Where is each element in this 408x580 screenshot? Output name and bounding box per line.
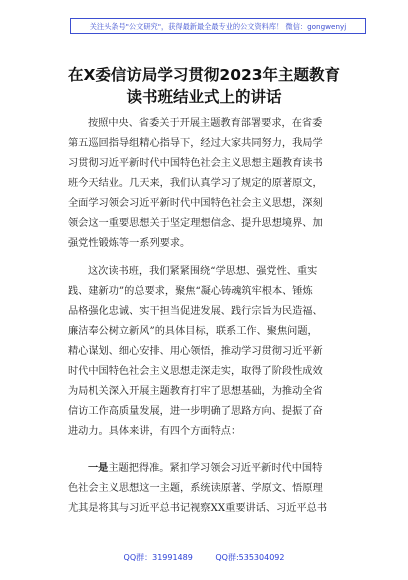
text-line: 色社会主义思想这一主题，系统读原著、学原文、悟原理: [68, 483, 323, 494]
text-line: 进动力。具体来讲，有四个方面特点：: [68, 426, 242, 437]
qq-group-2: QQ群:535304092: [215, 553, 285, 562]
document-title-line-1: 在X委信访局学习贯彻2023年主题教育: [67, 66, 341, 84]
paragraph-3: [68, 458, 348, 519]
paragraph-lead: 一是: [88, 462, 109, 474]
text-line: 领会这一重要思想关于坚定理想信念、提升思想境界、加: [68, 218, 323, 229]
paragraph-1: [68, 114, 348, 254]
text-line: 践、建新功”的总要求，聚焦“凝心铸魂筑牢根本、锤炼: [68, 286, 313, 297]
text-line: 按照中央、省委关于开展主题教育部署要求，在省委: [88, 118, 323, 129]
text-line: 第五巡回指导组精心指导下，经过大家共同努力，我局学: [68, 138, 323, 149]
text-line: 信访工作高质量发展，进一步明确了思路方向、提振了奋: [68, 406, 323, 417]
text-line: 品格强化忠诚、实干担当促进发展、践行宗旨为民造福、: [68, 306, 323, 317]
top-banner: [0, 0, 408, 48]
text-line: 廉洁奉公树立新风”的具体目标，联系工作、聚焦问题，: [68, 326, 318, 337]
text-line: 习贯彻习近平新时代中国特色社会主义思想主题教育读书: [68, 158, 323, 169]
text-line-content: 主题把得准。紧扣学习领会习近平新时代中国特: [108, 463, 323, 474]
text-line: 时代中国特色社会主义思想走深走实，取得了阶段性成效: [68, 366, 323, 377]
document-title-line-2: 读书班结业式上的讲话: [126, 88, 282, 106]
text-line: [68, 458, 348, 479]
text-line: 为局机关深入开展主题教育打牢了思想基础，为推动全省: [68, 386, 323, 397]
promo-banner-text: 关注头条号"公文研究"，获得最新最全最专业的公文资料库！ 微信：gongwenyj: [70, 18, 366, 34]
text-line: 全面学习领会习近平新时代中国特色社会主义思想，深刻: [68, 198, 323, 209]
text-line: 尤其是将其与习近平总书记视察XX重要讲话、习近平总书: [68, 503, 328, 514]
text-line: 精心谋划、细心安排、用心领悟，推动学习贯彻习近平新: [68, 346, 323, 357]
text-line: 这次读书班，我们紧紧围绕“学思想、强党性、重实: [88, 266, 318, 277]
qq-group-1: QQ群：31991489: [123, 553, 193, 562]
paragraph-2: [68, 262, 348, 442]
text-line: 班今天结业。几天来，我们认真学习了规定的原著原文，: [68, 178, 323, 189]
text-line: 强党性锻炼等一系列要求。: [68, 238, 191, 249]
footer-contacts: [0, 552, 408, 568]
